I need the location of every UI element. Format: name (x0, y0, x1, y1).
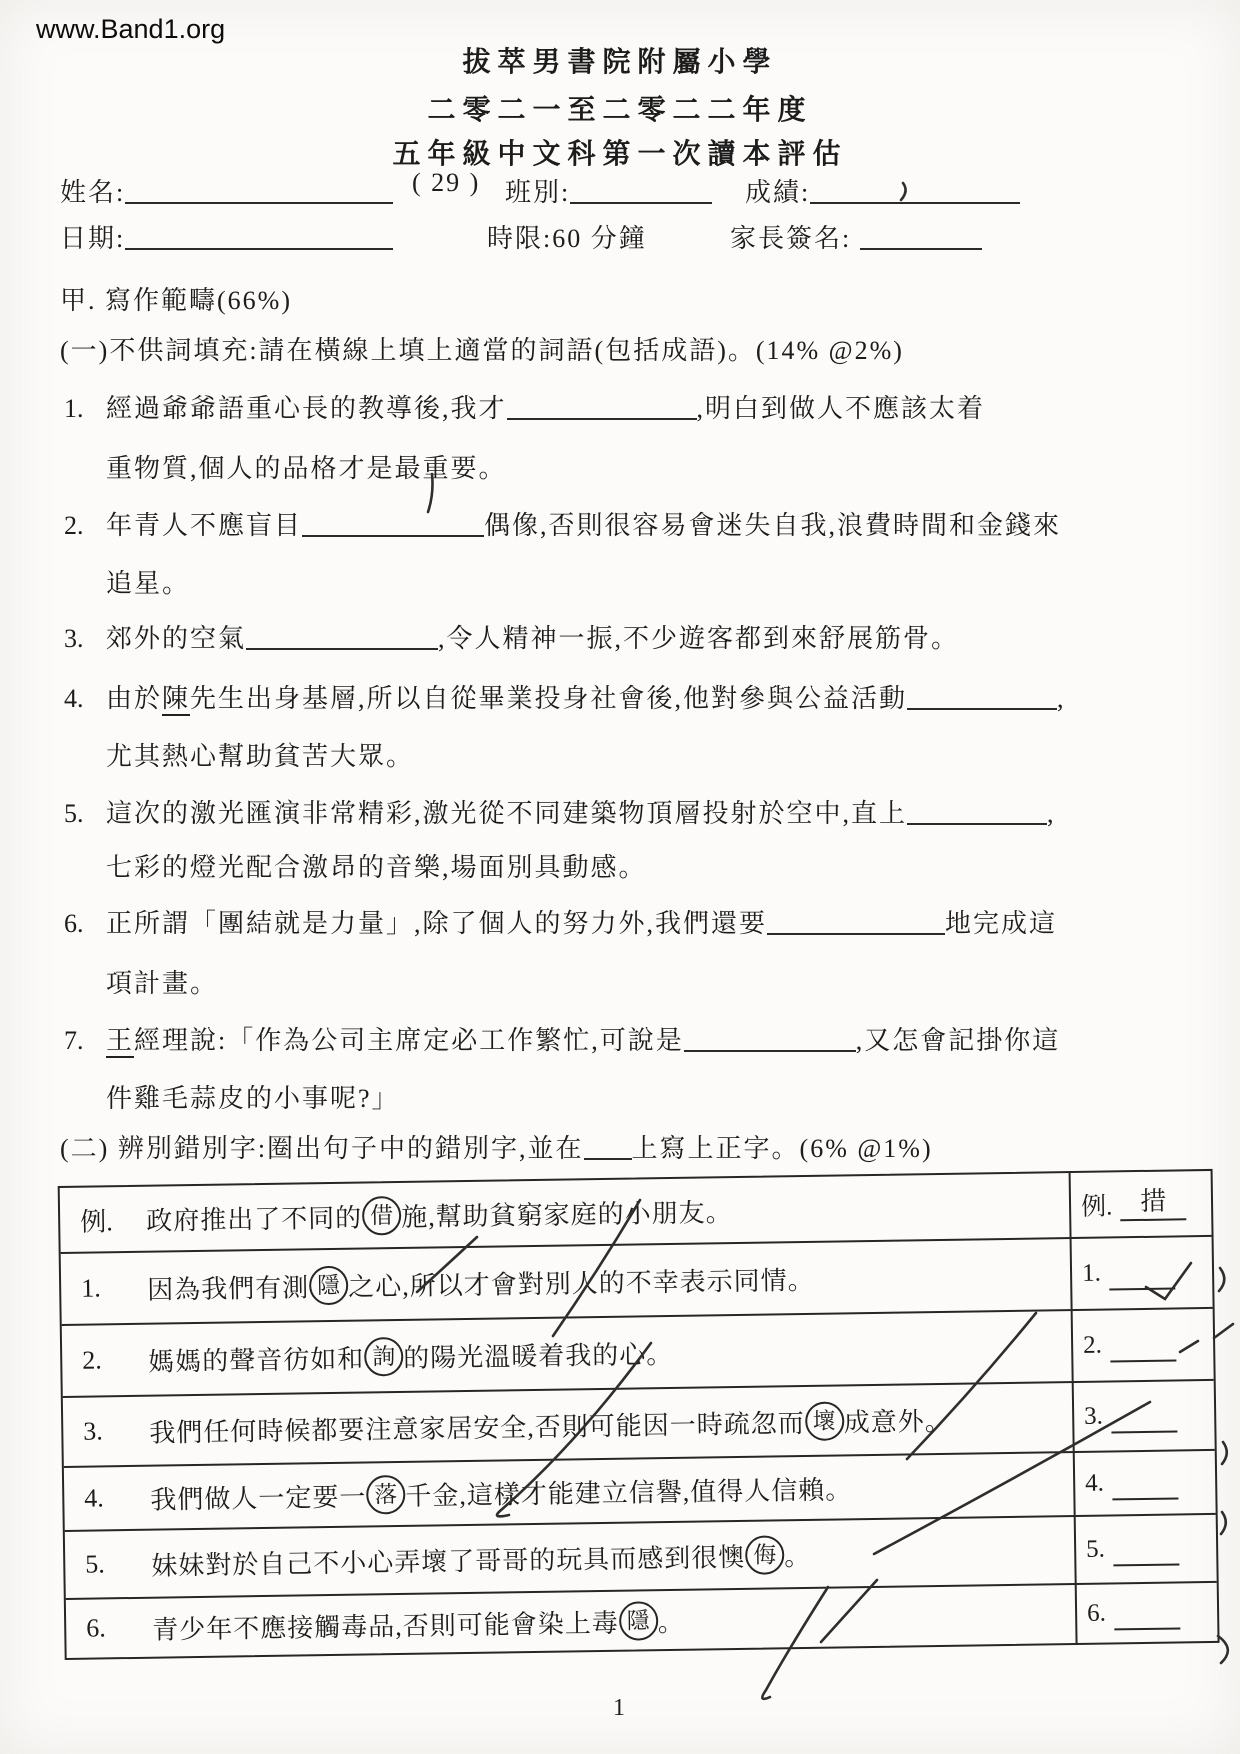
circled-wrong-char: 詢 (364, 1336, 404, 1376)
score-blank (810, 175, 1020, 204)
class-blank (570, 175, 712, 204)
school-title: 拔萃男書院附屬小學 (462, 47, 778, 78)
q2-line1: 2. 年青人不應盲目 偶像,否則很容易會迷失自我,浪費時間和金錢來 (64, 505, 1061, 542)
student-number: ( 29 ) (412, 168, 481, 197)
date-blank (125, 221, 393, 250)
table-row: 1. 因為我們有測 隱 之心,所以才會對別人的不幸表示同情。 1. (61, 1237, 1213, 1326)
date-label: 日期: (60, 218, 393, 255)
q1-line2: 重物質,個人的品格才是最重要。 (106, 454, 507, 483)
item-number: 1. (64, 394, 84, 423)
circled-wrong-char: 落 (366, 1474, 406, 1514)
correction-line (1112, 1465, 1178, 1500)
item-number: 4. (64, 684, 84, 713)
q4-line2: 尤其熱心幫助貧苦大眾。 (106, 742, 415, 771)
pen-hook (1222, 1442, 1227, 1464)
time-limit: 時限:60 分鐘 (487, 224, 647, 253)
pen-hook (1214, 1324, 1233, 1338)
year-title: 二零二一至二零二二年度 (427, 95, 813, 126)
pen-hook (1219, 1268, 1224, 1291)
name-blank (125, 175, 393, 204)
pen-hook (1221, 1512, 1226, 1534)
part1-heading: (一)不供詞填充:請在橫線上填上適當的詞語(包括成語)。(14% @2%) (60, 336, 904, 365)
correction-line (1110, 1327, 1176, 1362)
q3-line1: 3. 郊外的空氣 ,令人精神一振,不少遊客都到來舒展筋骨。 (64, 618, 959, 655)
part2-heading: (二) 辨別錯別字:圈出句子中的錯別字,並在 上寫上正字。(6% @1%) (60, 1128, 933, 1165)
q5-line2: 七彩的燈光配合激昂的音樂,場面別具動感。 (106, 853, 647, 882)
table-row-example: 例. 政府推出了不同的 借 施,幫助貧窮家庭的小朋友。 例. 措 (60, 1171, 1212, 1254)
table-row: 6. 青少年不應接觸毒品,否則可能會染上毒 隱 。 6. (66, 1583, 1218, 1658)
heading-blank (584, 1131, 632, 1160)
table-row: 3. 我們任何時候都要注意家居安全,否則可能因一時疏忽而 壞 成意外。 3. (63, 1381, 1215, 1468)
q6-line1: 6. 正所謂「團結就是力量」,除了個人的努力外,我們還要 地完成這 (64, 903, 1057, 940)
section-a-heading: 甲. 寫作範疇(66%) (60, 286, 292, 315)
item-number: 2. (64, 511, 84, 540)
parent-sign-blank (860, 221, 982, 250)
q7-line1: 7. 王經理說:「作為公司主席定必工作繁忙,可說是 ,又怎會記掛你這 (64, 1020, 1060, 1057)
answer-blank (302, 508, 484, 537)
answer-blank (684, 1023, 856, 1052)
correction-line (1109, 1255, 1175, 1290)
item-number: 5. (64, 799, 84, 828)
correction-line (1113, 1531, 1179, 1566)
circled-wrong-char: 侮 (745, 1535, 785, 1575)
table-row: 4. 我們做人一定要一 落 千金,這樣才能建立信譽,值得人信賴。 4. (64, 1451, 1216, 1532)
answer-blank (507, 391, 697, 420)
circled-wrong-char: 壞 (804, 1401, 844, 1441)
q1-line1: 1. 經過爺爺語重心長的教導後,我才 ,明白到做人不應該太着 (64, 388, 985, 425)
answer-blank (907, 681, 1057, 710)
parent-sign-label: 家長簽名: (730, 218, 982, 255)
page-number: 1 (613, 1695, 627, 1721)
circled-wrong-char: 借 (362, 1195, 402, 1235)
correction-line: 措 (1120, 1186, 1186, 1221)
error-correction-table (58, 1169, 1220, 1660)
watermark: www.Band1.org (36, 14, 226, 44)
q5-line1: 5. 這次的激光匯演非常精彩,激光從不同建築物頂層投射於空中,直上 , (64, 793, 1056, 830)
circled-wrong-char: 隱 (618, 1601, 658, 1641)
correction-line (1114, 1595, 1180, 1630)
table-row: 2. 媽媽的聲音彷如和 詢 的陽光溫暖着我的心。 2. (62, 1309, 1214, 1398)
q4-line1: 4. 由於陳先生出身基層,所以自從畢業投身社會後,他對參與公益活動 , (64, 678, 1066, 715)
class-label: 班別: (505, 172, 712, 209)
name-label: 姓名: (60, 172, 393, 209)
q6-line2: 項計畫。 (106, 969, 219, 998)
exam-title: 五年級中文科第一次讀本評估 (392, 139, 848, 170)
item-number: 7. (64, 1026, 84, 1055)
q2-line2: 追星。 (106, 569, 191, 598)
answer-blank (907, 796, 1047, 825)
correction-line (1111, 1398, 1177, 1433)
score-label: 成績: (745, 172, 1020, 209)
underlined-name: 王 (106, 1026, 134, 1058)
table-row: 5. 妹妹對於自己不小心弄壞了哥哥的玩具而感到很懊 侮 。 5. (65, 1515, 1217, 1600)
circled-wrong-char: 隱 (309, 1265, 349, 1305)
underlined-name: 陳 (162, 684, 190, 716)
answer-blank (767, 906, 945, 935)
answer-blank (246, 621, 438, 650)
item-number: 3. (64, 624, 84, 653)
q7-line2: 件雞毛蒜皮的小事呢?」 (106, 1084, 400, 1113)
item-number: 6. (64, 909, 84, 938)
